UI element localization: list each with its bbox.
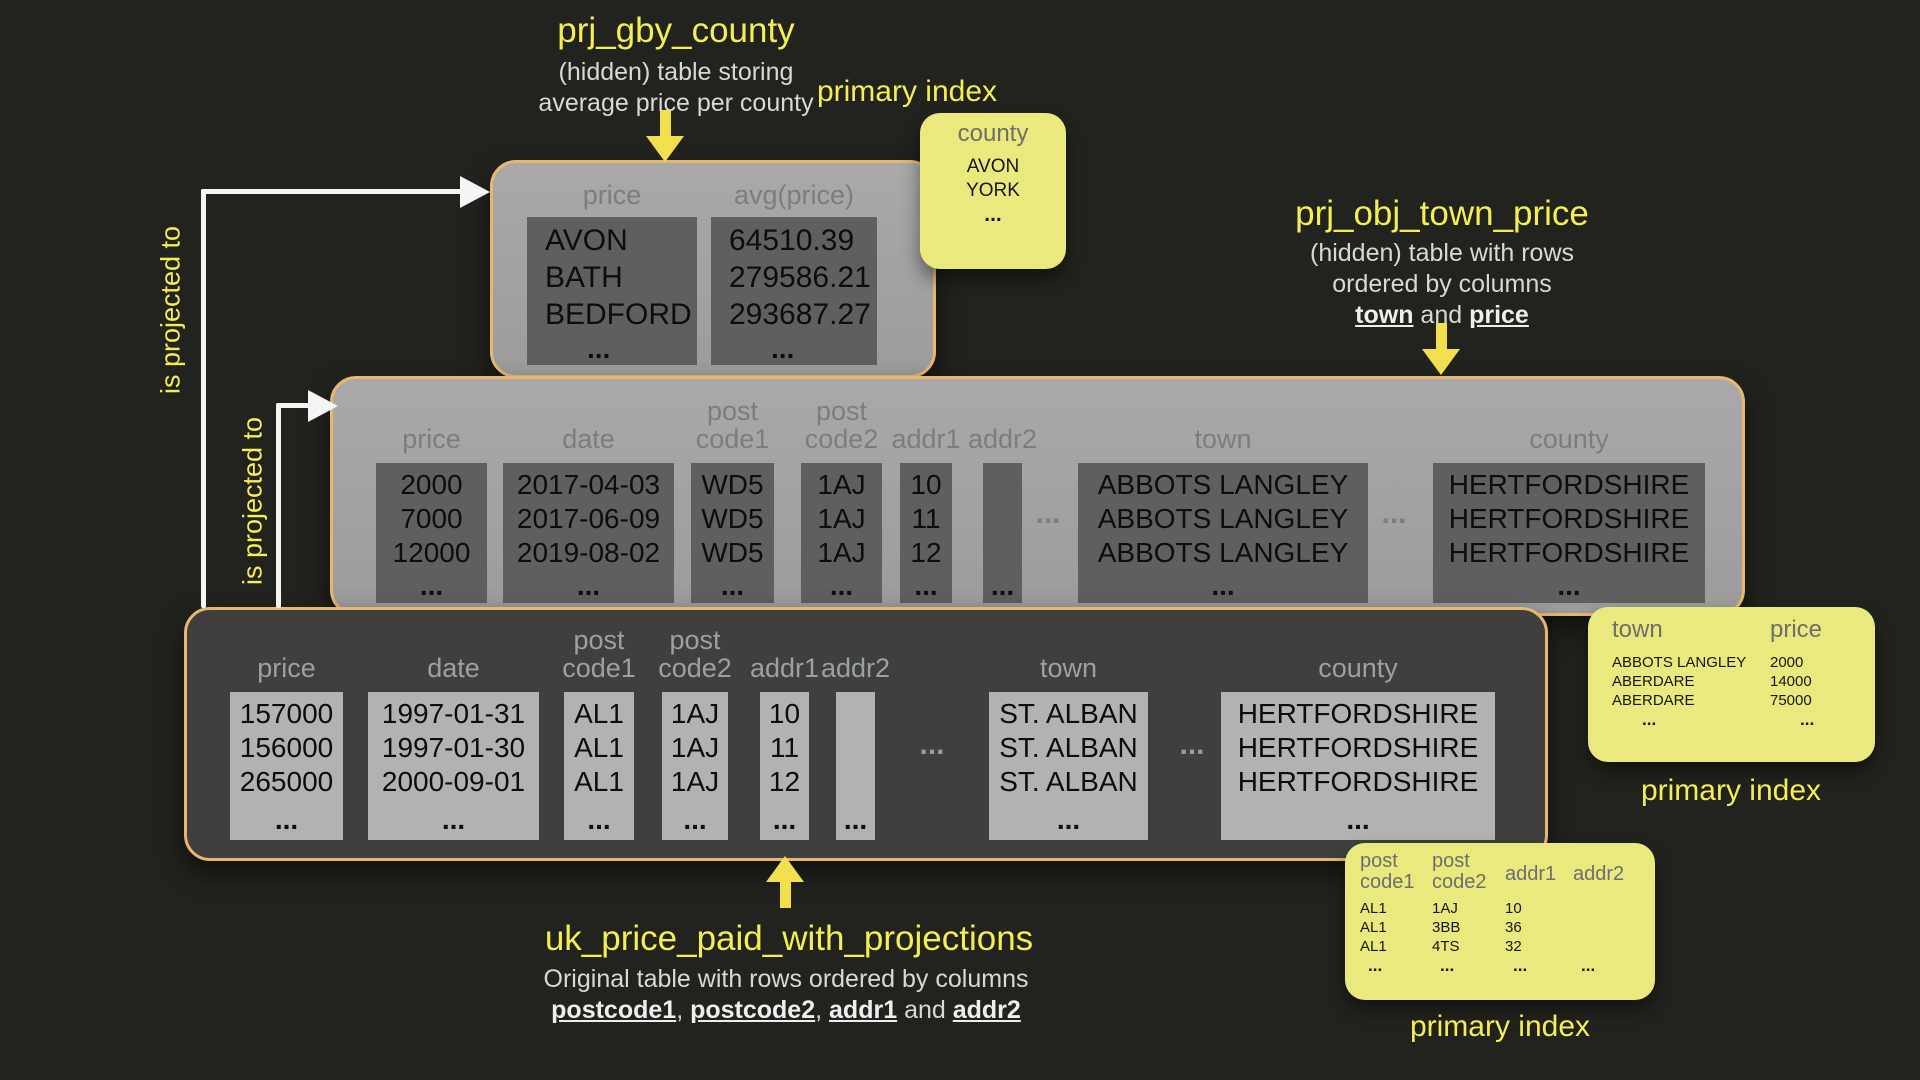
cell-value: ABBOTS LANGLEY [1097,537,1349,568]
column-cells [368,692,539,840]
cell-value: BEDFORD [545,298,692,331]
top-table-subtitle-line2: average price per county [538,89,814,117]
column-header [503,387,674,453]
index-column-header-line: post [1432,850,1470,872]
column-header [820,616,891,683]
column-cells [527,217,697,365]
column-header-line: code2 [804,424,879,454]
column-header [368,616,539,682]
column-header [891,387,961,454]
column-header [989,616,1148,682]
column-cells [230,692,343,840]
column-header-line: post [815,396,868,426]
column-header-line: date [562,424,615,454]
column-header-line: post [669,625,721,655]
middle-table-title: prj_obj_town_price [1295,194,1589,233]
cell-value: 1AJ [817,503,866,534]
more-rows-ellipsis: ... [990,570,1015,601]
more-rows-ellipsis: ... [441,804,466,835]
cell-value: 11 [911,503,941,534]
cell-value: 1997-01-31 [381,698,526,729]
column-avg-price- [711,163,877,375]
index-column-header-line: county [957,120,1029,147]
index-cell-value [1573,918,1637,937]
column-county [1221,610,1495,858]
more-rows-ellipsis: ... [1056,804,1081,835]
column-header-line: addr2 [820,653,891,683]
column-addr2 [967,379,1038,613]
column-town [989,610,1148,858]
subtitle-text: , [676,996,691,1024]
index-cell-value: 1AJ [1432,900,1458,917]
more-rows-ellipsis: ... [1346,804,1370,835]
column-header-line: addr1 [749,653,820,683]
more-rows-ellipsis: ... [1211,570,1235,601]
column-addr1 [891,379,961,613]
cell-value: 157000 [239,698,334,729]
column-header-line: post [573,625,625,655]
cell-value: AL1 [574,732,624,763]
index-column-header-line: price [1770,616,1823,643]
column-county [1433,379,1705,613]
cell-value: 156000 [239,732,334,763]
bottom-table-subtitle-line2 [544,995,1029,1026]
index-column-post-code1 [1360,843,1424,1000]
index-column-header [1432,851,1502,899]
primary-index-label-top: primary index [816,75,998,108]
cell-value: ST. ALBAN [999,766,1138,797]
column-header [230,616,343,682]
bottom-table-subtitle [544,964,1029,1026]
index-cell-value [1573,899,1637,918]
index-column-header [928,121,1058,155]
ordering-column-name: postcode2 [690,996,816,1024]
column-cells [836,692,875,840]
bottom-table-subtitle-line1: Original table with rows ordered by columns [543,965,1029,993]
index-cell-value: AVON [966,156,1020,177]
column-cells [1078,463,1368,603]
arrow-to-middle-table-head-icon [1422,349,1460,375]
index-cell-value: 32 [1505,938,1522,955]
more-rows-ellipsis: ... [843,804,868,835]
column-header [527,169,697,209]
more-rows-ellipsis: ... [771,333,795,364]
more-rows-ellipsis: ... [1557,570,1581,601]
index-cell-value: 10 [1505,900,1522,917]
index-column-header-line: addr1 [1505,863,1557,886]
column-cells [900,463,952,603]
column-header [801,387,882,453]
ordering-column-name: addr1 [829,996,898,1024]
index-column-header [1505,851,1565,899]
cell-value: ABBOTS LANGLEY [1097,469,1349,500]
column-cells [760,692,809,840]
ordering-column-name: addr2 [952,996,1021,1024]
column-addr1 [749,610,820,858]
is-projected-to-label-bottom: is projected to [237,416,268,586]
index-cell-value: AL1 [1360,900,1387,917]
primary-index-label-bottom: primary index [1409,1010,1591,1043]
index-more-rows-ellipsis: ... [1642,710,1657,729]
column-town [1078,379,1368,613]
primary-index-box-town-price [1588,607,1875,762]
column-post-code1 [564,610,634,858]
bottom-table-title: uk_price_paid_with_projections [544,919,1034,958]
index-cell-value: 4TS [1432,938,1460,955]
column-cells [711,217,877,365]
cell-value: 279586.21 [729,261,871,294]
column-cells [564,692,634,840]
cell-value: 1997-01-30 [381,732,526,763]
column-header-line: county [1318,653,1398,683]
cell-value: 293687.27 [729,298,871,331]
column-price [376,379,487,613]
index-cell-value: ABERDARE [1612,692,1695,709]
more-rows-ellipsis: ... [587,333,611,364]
column-separator-ellipsis: ... [1179,728,1205,761]
index-column-price [1770,607,1865,762]
index-column-addr2 [1573,843,1637,1000]
column-header-line: price [582,180,642,210]
index-column-addr1 [1505,843,1565,1000]
is-projected-to-label-top: is projected to [155,225,186,395]
subtitle-text: , [815,996,830,1024]
column-cells [662,692,728,840]
column-cells [983,463,1022,603]
index-column-header [1573,851,1637,899]
middle-table-subtitle-line3 [1310,300,1574,331]
arrow-from-bottom-table-stem [780,880,791,908]
column-price [230,610,343,858]
cell-value: 12000 [392,537,471,568]
table-uk-price-paid-with-projections [184,607,1548,861]
more-rows-ellipsis: ... [772,804,797,835]
column-separator-ellipsis: ... [919,728,945,761]
column-header-line: price [402,424,461,454]
column-header [711,169,877,209]
more-rows-ellipsis: ... [576,570,601,601]
column-cells [1433,463,1705,603]
index-cell-value: 2000 [1770,654,1804,671]
index-cell-value: 3BB [1432,919,1461,936]
middle-table-subtitle-line2: ordered by columns [1332,270,1552,298]
index-more-rows-ellipsis: ... [1513,956,1528,975]
column-separator-ellipsis: ... [1381,497,1407,530]
top-table-subtitle [538,57,813,119]
index-column-town [1612,607,1762,762]
subtitle-text: and [897,996,953,1024]
index-column-header-line: addr2 [1573,863,1625,886]
cell-value: 1AJ [670,698,720,729]
index-cell-value: 36 [1505,919,1522,936]
projection-arrow-outer-horizontal [201,189,462,194]
index-cell-value: YORK [966,180,1020,201]
cell-value: HERTFORDSHIRE [1448,469,1690,500]
index-column-header-line: post [1360,850,1398,872]
column-cells [1221,692,1495,840]
column-header-line: date [427,653,480,683]
column-header [564,616,634,682]
index-column-header [1770,617,1865,653]
cell-value: HERTFORDSHIRE [1237,732,1479,763]
column-date [503,379,674,613]
column-header-line: town [1039,653,1098,683]
cell-value: 265000 [239,766,334,797]
cell-value: 2000-09-01 [381,766,526,797]
arrow-to-top-table-head-icon [646,136,684,162]
table-prj-obj-town-price [330,376,1745,616]
column-header-line: county [1529,424,1609,454]
index-more-rows-ellipsis: ... [1368,956,1383,975]
projection-arrow-outer-head-icon [460,176,490,208]
cell-value: WD5 [701,503,764,534]
column-header-line: town [1194,424,1252,454]
cell-value: HERTFORDSHIRE [1237,766,1479,797]
column-cells [503,463,674,603]
column-cells [691,463,774,603]
index-cell-value: AL1 [1360,919,1387,936]
column-header [1433,387,1705,453]
column-header [376,387,487,453]
more-rows-ellipsis: ... [829,570,854,601]
cell-value: 11 [769,732,800,763]
more-rows-ellipsis: ... [419,570,444,601]
column-header-line: addr1 [891,424,961,454]
index-cell-value: 75000 [1770,692,1812,709]
column-header [967,387,1038,454]
column-cells [376,463,487,603]
top-table-subtitle-line1: (hidden) table storing [558,58,794,86]
ordering-column-name: town [1355,301,1414,329]
cell-value: 1AJ [817,469,866,500]
cell-value: 12 [910,537,942,568]
column-header-line: post [706,396,759,426]
column-header-line: avg(price) [733,180,855,210]
column-post-code2 [658,610,732,858]
cell-value: AL1 [574,766,624,797]
cell-value: HERTFORDSHIRE [1448,537,1690,568]
more-rows-ellipsis: ... [587,804,611,835]
top-table-title: prj_gby_county [557,11,795,50]
cell-value: 2017-06-09 [516,503,661,534]
cell-value: 1AJ [670,766,720,797]
cell-value: AL1 [574,698,624,729]
index-more-rows-ellipsis: ... [1800,710,1815,729]
cell-value: 7000 [400,503,463,534]
more-rows-ellipsis: ... [274,804,299,835]
column-header [1221,616,1495,682]
cell-value: 2019-08-02 [516,537,661,568]
index-cell-value: AL1 [1360,938,1387,955]
cell-value: 64510.39 [729,224,855,257]
middle-table-subtitle-line1: (hidden) table with rows [1309,239,1575,267]
column-addr2 [820,610,891,858]
cell-value: ABBOTS LANGLEY [1097,503,1349,534]
index-more-rows-ellipsis: ... [984,203,1002,226]
projection-arrow-inner-vertical [276,403,281,608]
cell-value: BATH [545,261,623,294]
cell-value: ST. ALBAN [999,732,1138,763]
cell-value: WD5 [701,537,764,568]
cell-value: HERTFORDSHIRE [1448,503,1690,534]
cell-value: 2017-04-03 [516,469,661,500]
projection-arrow-inner-head-icon [308,390,338,422]
index-column-post-code2 [1432,843,1502,1000]
projection-arrow-inner-horizontal [276,403,310,408]
column-header-line: code1 [562,653,636,683]
column-header-line: price [257,653,316,683]
index-cell-value [1573,937,1637,956]
column-price [527,163,697,375]
index-cell-value: ABERDARE [1612,673,1695,690]
column-header [749,616,820,683]
column-separator-ellipsis: ... [1035,497,1061,530]
column-cells [801,463,882,603]
column-header [691,387,774,453]
index-column-header [1612,617,1762,653]
index-more-rows-ellipsis: ... [1581,956,1596,975]
ordering-column-name: postcode1 [551,996,677,1024]
index-more-rows-ellipsis: ... [1440,956,1455,975]
cell-value: 2000 [400,469,463,500]
primary-index-box-postcode [1345,843,1655,1000]
arrow-from-bottom-table-head-icon [766,856,804,882]
column-header-line: addr2 [967,424,1038,454]
cell-value: HERTFORDSHIRE [1237,698,1479,729]
more-rows-ellipsis: ... [683,804,707,835]
projection-arrow-outer-vertical [201,189,206,608]
more-rows-ellipsis: ... [914,570,938,601]
cell-value: ST. ALBAN [999,698,1138,729]
table-prj-gby-county [490,160,936,378]
primary-index-label-right: primary index [1640,774,1822,807]
cell-value: 1AJ [670,732,720,763]
subtitle-text: and [1413,301,1470,329]
column-post-code2 [801,379,882,613]
cell-value: 10 [910,469,942,500]
index-column-header-line: town [1612,616,1663,643]
column-cells [989,692,1148,840]
index-column-header-line: code2 [1432,871,1487,894]
index-column-header-line: code1 [1360,871,1415,894]
cell-value: 1AJ [817,537,866,568]
column-header [658,616,732,683]
column-header [1078,387,1368,453]
cell-value: 10 [768,698,801,729]
column-post-code1 [691,379,774,613]
cell-value: 12 [768,766,801,797]
more-rows-ellipsis: ... [720,570,745,601]
middle-table-subtitle [1310,238,1574,331]
index-cell-value: 14000 [1770,673,1812,690]
column-header-line: code1 [695,424,770,454]
index-column-header [1360,851,1424,899]
column-date [368,610,539,858]
index-cell-value: ABBOTS LANGLEY [1612,654,1747,671]
column-header-line: code2 [658,653,732,683]
cell-value: WD5 [701,469,764,500]
ordering-column-name: price [1469,301,1529,329]
primary-index-box-county [920,113,1066,269]
cell-value: AVON [545,224,628,257]
index-column-county [928,113,1058,269]
